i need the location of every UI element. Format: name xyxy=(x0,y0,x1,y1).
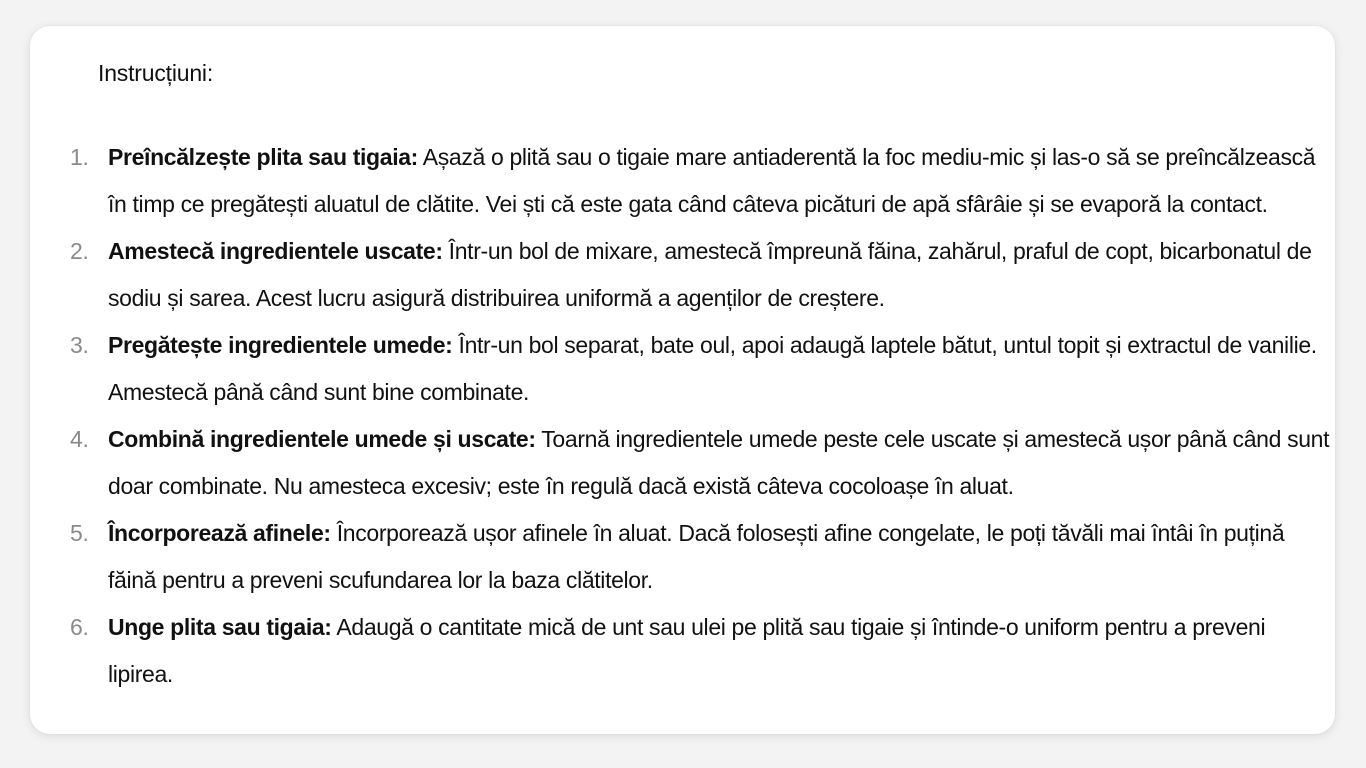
instruction-step-3 xyxy=(30,322,1335,416)
instruction-step-4 xyxy=(30,416,1335,510)
instruction-step-2 xyxy=(30,228,1335,322)
step-number: 1. xyxy=(70,144,89,170)
step-text: Într-un bol separat, bate oul, apoi adaugă laptele bătut, untul topit și extractul de vanilie. Amestecă până când sunt bine combinate. xyxy=(108,332,1317,405)
step-number: 5. xyxy=(70,520,89,546)
step-number: 2. xyxy=(70,238,89,264)
instructions-list xyxy=(30,134,1335,698)
step-title: Încorporează afinele: xyxy=(108,520,331,546)
step-text: Încorporează ușor afinele în aluat. Dacă folosești afine congelate, le poți tăvăli mai întâi în puțină făină pentru a preveni scufundarea lor la baza clătitelor. xyxy=(108,520,1285,593)
step-title: Unge plita sau tigaia: xyxy=(108,614,332,640)
instruction-step-1 xyxy=(30,134,1335,228)
step-number: 6. xyxy=(70,614,89,640)
step-text: Așază o plită sau o tigaie mare antiaderentă la foc mediu-mic și las-o să se preîncălzească în timp ce pregătești aluatul de clătite. Vei ști că este gata când câteva picături de apă sfârâie și se evaporă la contact. xyxy=(108,144,1316,217)
step-number: 3. xyxy=(70,332,89,358)
instructions-heading: Instrucțiuni: xyxy=(98,60,214,86)
step-title: Preîncălzește plita sau tigaia: xyxy=(108,144,418,170)
instruction-step-5 xyxy=(30,510,1335,604)
step-title: Combină ingredientele umede și uscate: xyxy=(108,426,536,452)
step-title: Amestecă ingredientele uscate: xyxy=(108,238,443,264)
step-text: Într-un bol de mixare, amestecă împreună făina, zahărul, praful de copt, bicarbonatul de sodiu și sarea. Acest lucru asigură distribuirea uniformă a agenților de creștere. xyxy=(108,238,1312,311)
step-number: 4. xyxy=(70,426,89,452)
step-text: Adaugă o cantitate mică de unt sau ulei pe plită sau tigaie și întinde-o uniform pentru a preveni lipirea. xyxy=(108,614,1266,687)
step-title: Pregătește ingredientele umede: xyxy=(108,332,453,358)
step-text: Toarnă ingredientele umede peste cele uscate și amestecă ușor până când sunt doar combinate. Nu amesteca excesiv; este în regulă dacă există câteva cocoloașe în aluat. xyxy=(108,426,1330,499)
instructions-card xyxy=(30,26,1335,734)
instruction-step-6 xyxy=(30,604,1335,698)
